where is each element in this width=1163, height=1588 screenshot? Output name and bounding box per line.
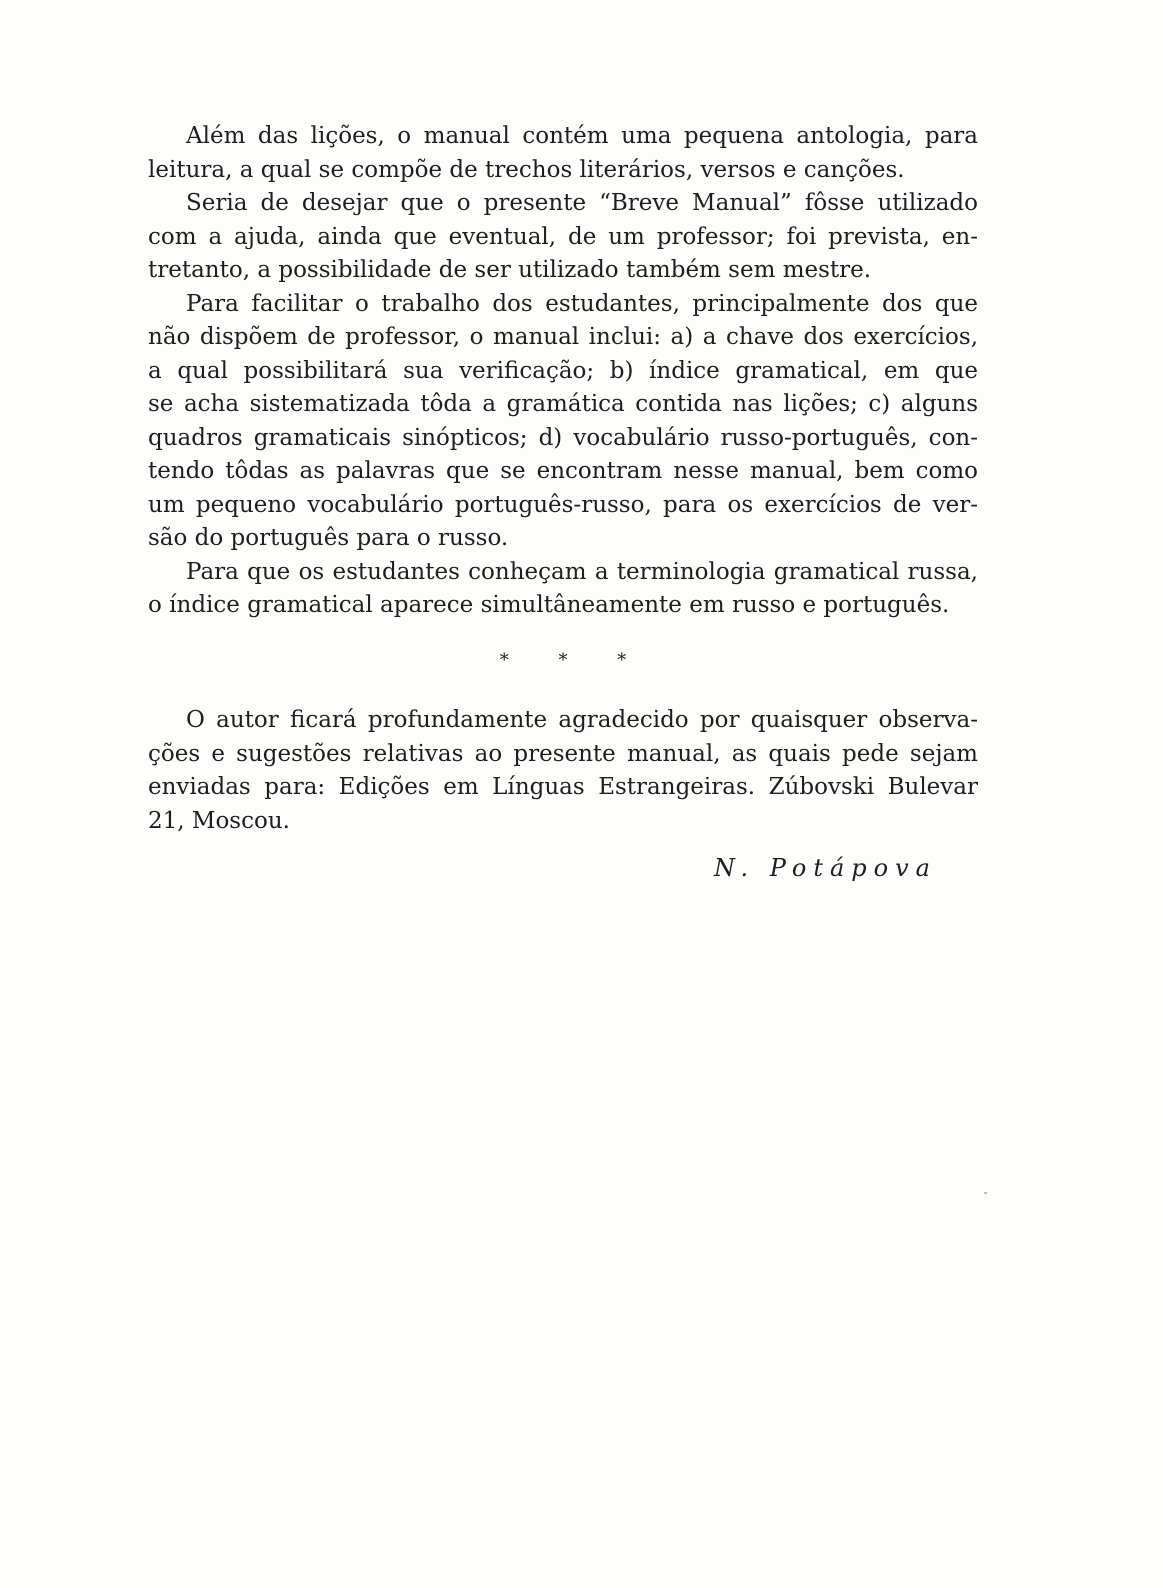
text-line: tendo tôdas as palavras que se encontram nesse manual, bem como — [148, 458, 978, 484]
text-line: O autor ficará profundamente agradecido por quaisquer observa- — [186, 707, 978, 733]
text-line: não dispõem de professor, o manual inclui: a) a chave dos exercícios, — [148, 324, 978, 350]
text-line: são do português para o russo. — [148, 525, 509, 551]
text-line: Além das lições, o manual contém uma pequena antologia, para — [186, 123, 978, 149]
text-line: o índice gramatical aparece simultâneamente em russo e português. — [148, 592, 950, 618]
text-line: quadros gramaticais sinópticos; d) vocabulário russo-português, con- — [148, 424, 978, 451]
closing-paragraph — [148, 704, 978, 838]
author-signature: N. Potápova — [714, 854, 937, 882]
text-line: se acha sistematizada tôda a gramática contida nas lições; c) alguns — [148, 391, 978, 417]
text-line: com a ajuda, ainda que eventual, de um professor; foi prevista, en- — [148, 223, 978, 250]
section-separator: * * * — [499, 650, 649, 671]
text-line: Seria de desejar que o presente “Breve Manual” fôsse utilizado — [186, 190, 978, 216]
scan-speck — [984, 1192, 987, 1194]
text-line: um pequeno vocabulário português-russo, para os exercícios de ver- — [148, 491, 978, 518]
text-line: ções e sugestões relativas ao presente manual, as quais pede sejam — [148, 740, 978, 767]
preface-body — [148, 120, 978, 623]
text-line: 21, Moscou. — [148, 807, 290, 834]
text-line: enviadas para: Edições em Línguas Estrangeiras. Zúbovski Bulevar — [148, 774, 978, 800]
text-line: leitura, a qual se compõe de trechos literários, versos e canções. — [148, 156, 905, 183]
text-line: a qual possibilitará sua verificação; b) índice gramatical, em que — [148, 357, 978, 384]
text-line: tretanto, a possibilidade de ser utilizado também sem mestre. — [148, 257, 872, 283]
text-line: Para facilitar o trabalho dos estudantes, principalmente dos que — [186, 290, 978, 317]
text-line: Para que os estudantes conheçam a terminologia gramatical russa, — [186, 558, 978, 585]
